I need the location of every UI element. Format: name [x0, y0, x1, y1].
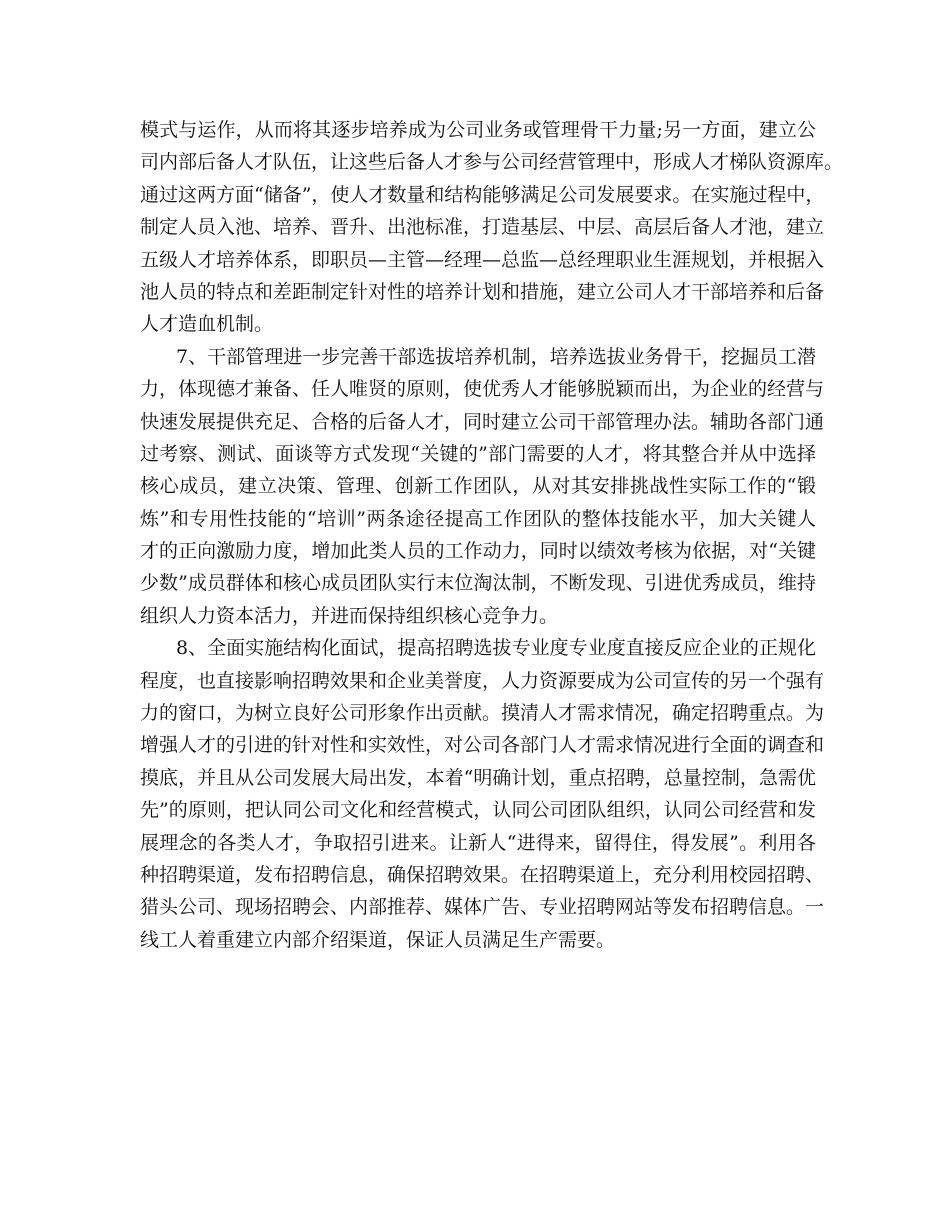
paragraph-item-7: [140, 341, 825, 633]
text-line: 摸底，并且从公司发展大局出发，本着“明确计划，重点招聘，总量控制，急需优: [140, 766, 816, 789]
text-line: 五级人才培养体系，即职员—主管—经理—总监—总经理职业生涯规划，并根据入: [140, 248, 825, 271]
text-line: 快速发展提供充足、合格的后备人才，同时建立公司干部管理办法。辅助各部门通: [140, 410, 825, 433]
text-line: 才的正向激励力度，增加此类人员的工作动力，同时以绩效考核为依据，对“关键: [140, 540, 816, 563]
text-line: 8、全面实施结构化面试，提高招聘选拔专业度专业度直接反应企业的正规化: [176, 637, 816, 660]
paragraph-item-8: [140, 632, 825, 956]
text-line: 线工人着重建立内部介绍渠道，保证人员满足生产需要。: [140, 928, 616, 951]
text-line: 种招聘渠道，发布招聘信息，确保招聘效果。在招聘渠道上，充分利用校园招聘、: [140, 863, 825, 886]
text-line: 制定人员入池、培养、晋升、出池标准，打造基层、中层、高层后备人才池，建立: [140, 216, 825, 239]
text-line: 过考察、测试、面谈等方式发现“关键的”部门需要的人才，将其整合并从中选择: [140, 442, 816, 465]
text-line: 组织人力资本活力，并进而保持组织核心竞争力。: [140, 604, 559, 627]
body-text: [140, 114, 844, 956]
text-line: 模式与运作，从而将其逐步培养成为公司业务或管理骨干力量;另一方面，建立公: [140, 119, 816, 141]
text-line: 7、干部管理进一步完善干部选拔培养机制，培养选拔业务骨干，挖掘员工潜: [176, 345, 816, 368]
text-line: 增强人才的引进的针对性和实效性，对公司各部门人才需求情况进行全面的调查和: [140, 734, 825, 757]
text-line: 程度，也直接影响招聘效果和企业美誉度，人力资源要成为公司宣传的另一个强有: [140, 669, 825, 692]
text-line: 猎头公司、现场招聘会、内部推荐、媒体广告、专业招聘网站等发布招聘信息。一: [140, 896, 825, 919]
text-line: 人才造血机制。: [140, 313, 274, 336]
text-line: 先”的原则，把认同公司文化和经营模式，认同公司团队组织，认同公司经营和发: [140, 799, 816, 822]
paragraph-talent-reserve: [140, 114, 844, 341]
text-line: 池人员的特点和差距制定针对性的培养计划和措施，建立公司人才干部培养和后备: [140, 280, 825, 303]
text-line: 力的窗口，为树立良好公司形象作出贡献。摸清人才需求情况，确定招聘重点。为: [140, 702, 825, 725]
text-line: 少数”成员群体和核心成员团队实行末位淘汰制，不断发现、引进优秀成员，维持: [140, 572, 816, 595]
text-line: 炼”和专用性技能的“培训”两条途径提高工作团队的整体技能水平，加大关键人: [140, 507, 816, 530]
text-line: 通过这两方面“储备”，使人才数量和结构能够满足公司发展要求。在实施过程中，: [140, 183, 825, 206]
text-line: 展理念的各类人才，争取招引进来。让新人“进得来，留得住，得发展”。利用各: [140, 831, 816, 854]
text-line: 力，体现德才兼备、任人唯贤的原则，使优秀人才能够脱颖而出，为企业的经营与: [140, 378, 825, 401]
text-line: 司内部后备人才队伍，让这些后备人才参与公司经营管理中，形成人才梯队资源库。: [140, 151, 844, 174]
text-line: 核心成员，建立决策、管理、创新工作团队，从对其安排挑战性实际工作的“锻: [140, 475, 816, 498]
